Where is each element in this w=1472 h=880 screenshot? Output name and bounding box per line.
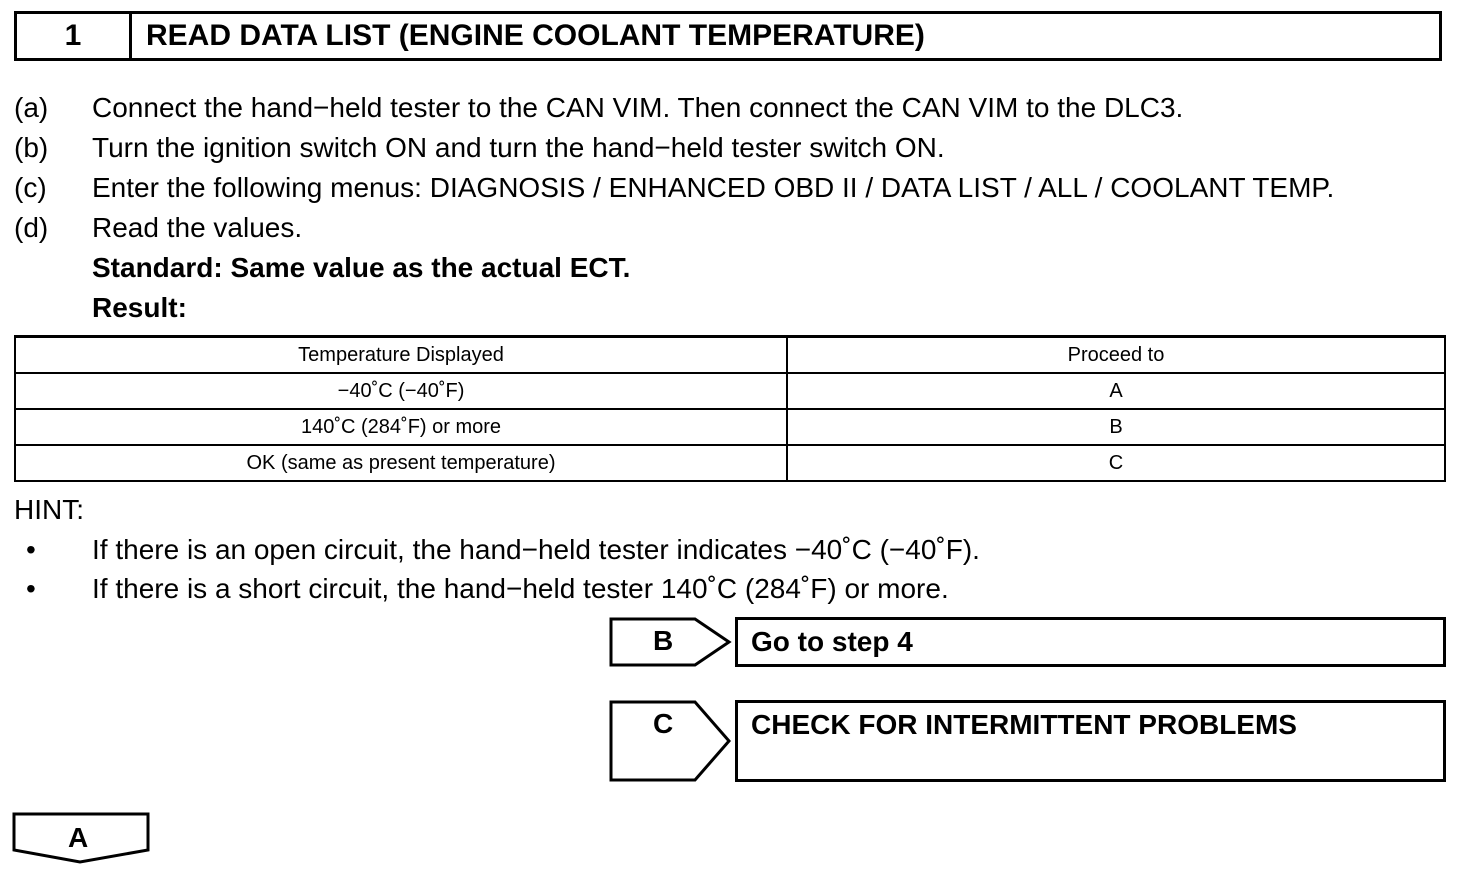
table-cell: A bbox=[787, 373, 1445, 409]
step-title: READ DATA LIST (ENGINE COOLANT TEMPERATURE) bbox=[146, 19, 925, 52]
hint-label: HINT: bbox=[14, 494, 84, 525]
result-label: Result: bbox=[92, 292, 187, 323]
table-cell: B bbox=[787, 409, 1445, 445]
result-table bbox=[14, 335, 1446, 482]
table-cell: C bbox=[787, 445, 1445, 481]
step-label: (c) bbox=[14, 172, 47, 203]
step-label: (b) bbox=[14, 132, 49, 163]
branch-letter: C bbox=[653, 708, 674, 739]
continue-letter: A bbox=[68, 822, 89, 853]
hint-text: If there is a short circuit, the hand−held tester 140˚C (284˚F) or more. bbox=[92, 573, 949, 604]
step-number: 1 bbox=[17, 14, 132, 58]
step-text: Read the values. bbox=[92, 212, 303, 243]
branch-b-arrow[interactable] bbox=[609, 617, 733, 667]
table-cell: OK (same as present temperature) bbox=[15, 445, 787, 481]
bullet-icon: • bbox=[26, 534, 36, 565]
branch-b-action: Go to step 4 bbox=[735, 617, 1446, 667]
step-label: (a) bbox=[14, 92, 49, 123]
step-text: Turn the ignition switch ON and turn the hand−held tester switch ON. bbox=[92, 132, 945, 163]
step-label: (d) bbox=[14, 212, 49, 243]
standard-text: Standard: Same value as the actual ECT. bbox=[92, 252, 631, 283]
table-row bbox=[15, 409, 1445, 445]
step-text: Connect the hand−held tester to the CAN VIM. Then connect the CAN VIM to the DLC3. bbox=[92, 92, 1184, 123]
hint-text: If there is an open circuit, the hand−held tester indicates −40˚C (−40˚F). bbox=[92, 534, 980, 565]
branch-c-arrow[interactable] bbox=[609, 700, 733, 782]
continue-a-arrow[interactable] bbox=[12, 812, 152, 864]
step-text: Enter the following menus: DIAGNOSIS / ENHANCED OBD II / DATA LIST / ALL / COOLANT TEMP. bbox=[92, 172, 1335, 203]
table-cell: 140˚C (284˚F) or more bbox=[15, 409, 787, 445]
table-header-row bbox=[15, 337, 1445, 374]
table-row bbox=[15, 445, 1445, 481]
branch-letter: B bbox=[653, 625, 674, 656]
bullet-icon: • bbox=[26, 573, 36, 604]
column-header: Proceed to bbox=[787, 337, 1445, 374]
table-cell: −40˚C (−40˚F) bbox=[15, 373, 787, 409]
branch-c-action: CHECK FOR INTERMITTENT PROBLEMS bbox=[735, 700, 1446, 782]
column-header: Temperature Displayed bbox=[15, 337, 787, 374]
step-header bbox=[14, 11, 1442, 61]
table-row bbox=[15, 373, 1445, 409]
